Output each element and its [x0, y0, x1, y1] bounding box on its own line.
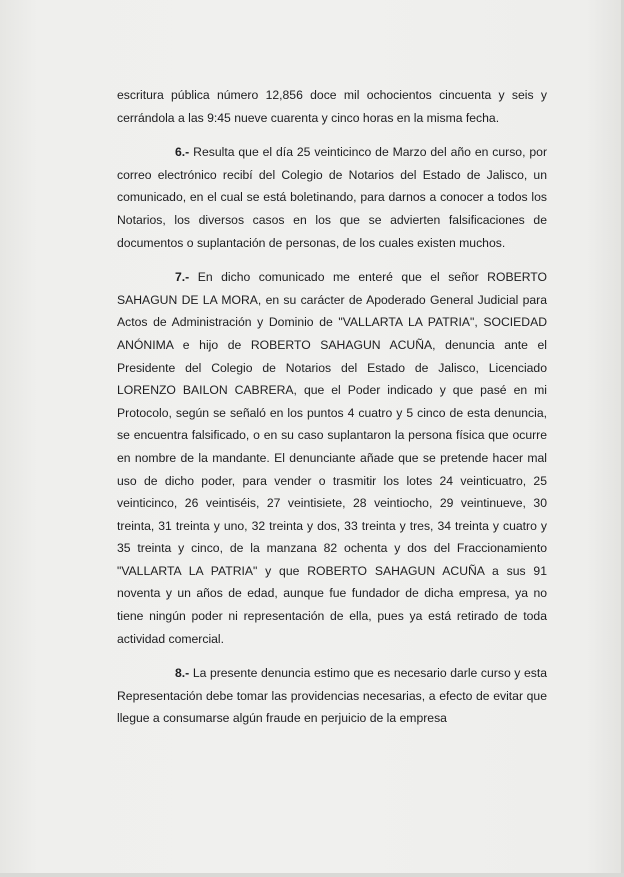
paragraph-text: La presente denuncia estimo que es necesario darle curso y esta Representación debe tomar las providencias necesarias, a efecto de evitar que llegue a consumarse algún fraude en perjuicio de la empresa — [117, 666, 547, 726]
paragraph-8 — [117, 662, 547, 730]
paragraph-number: 7.- — [175, 270, 190, 285]
paragraph-text: En dicho comunicado me enteré que el señor ROBERTO SAHAGUN DE LA MORA, en su carácter de Apoderado General Judicial para Actos de Administración y Dominio de "VALLARTA LA PATRIA", SOCIEDAD ANÓNIMA e hijo de ROBERTO SAHAGUN ACUÑA, denuncia ante el Presidente del Colegio de Notarios del Estado de Jalisco, Licenciado LORENZO BAILON CABRERA, que el Poder indicado y que pasé en mi Protocolo, según se señaló en los puntos 4 cuatro y 5 cinco de esta denuncia, se encuentra falsificado, o en su caso suplantaron la persona física que ocurre en nombre de la mandante. El denunciante añade que se pretende hacer mal uso de dicho poder, para vender o trasmitir los lotes 24 veinticuatro, 25 veinticinco, 26 veintiséis, 27 veintisiete, 28 veintiocho, 29 veintinueve, 30 treinta, 31 treinta y uno, 32 treinta y dos, 33 treinta y tres, 34 treinta y cuatro y 35 treinta y cinco, de la manzana 82 ochenta y dos del Fraccionamiento "VALLARTA LA PATRIA" y que ROBERTO SAHAGUN ACUÑA a sus 91 noventa y un años de edad, aunque fue fundador de dicha empresa, ya no tiene ningún poder ni representación de ella, pues ya está retirado de toda actividad comercial. — [117, 270, 548, 646]
paragraph-7 — [117, 266, 547, 650]
paragraph-text: escritura pública número 12,856 doce mil ochocientos cincuenta y seis y cerrándola a las 9:45 nueve cuarenta y cinco horas en la misma fecha. — [117, 88, 547, 125]
paragraph-text: Resulta que el día 25 veinticinco de Marzo del año en curso, por correo electrónico recibí del Colegio de Notarios del Estado de Jalisco, un comunicado, en el cual se está boletinando, para darnos a conocer a todos los Notarios, los diversos casos en los que se advierten falsificaciones de documentos o suplantación de personas, de los cuales existen muchos. — [117, 145, 547, 250]
paragraph-6 — [117, 141, 547, 254]
page-edge-bottom — [0, 873, 624, 877]
paragraph-number: 6.- — [175, 145, 190, 160]
paragraph-number: 8.- — [175, 666, 190, 681]
paragraph-continuation — [117, 84, 547, 129]
document-body — [117, 84, 547, 730]
